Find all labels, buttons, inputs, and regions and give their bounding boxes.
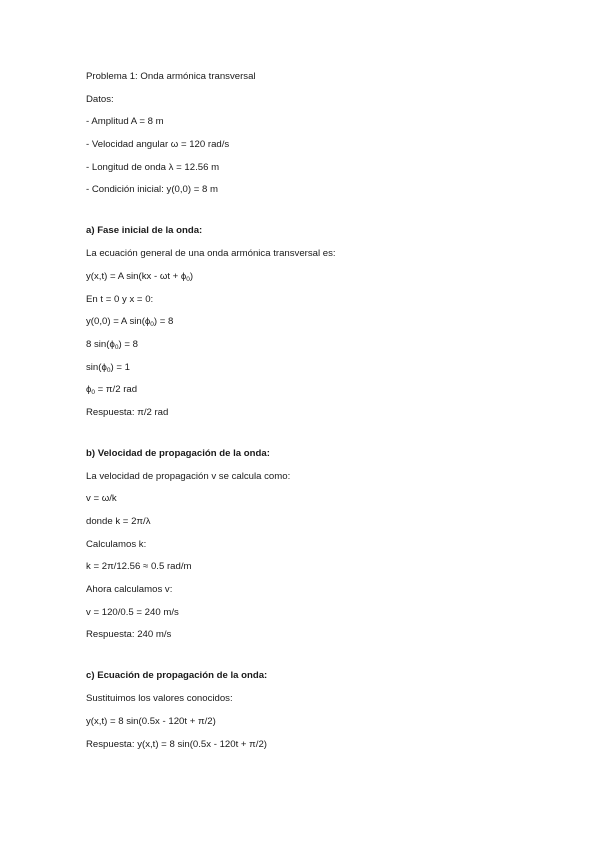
eq-text: = π/2 rad: [95, 384, 138, 396]
part-b-calc-v-label: Ahora calculamos v:: [86, 584, 173, 596]
initial-condition-item: - Condición inicial: y(0,0) = 8 m: [86, 184, 218, 196]
part-b-calc-k-label: Calculamos k:: [86, 538, 147, 550]
phase-subscript: 0: [91, 389, 95, 397]
eq-text: sin(ϕ: [86, 361, 107, 373]
part-a-step-1: [86, 316, 599, 327]
eq-text: ) = 8: [118, 338, 138, 350]
amplitude-item: - Amplitud A = 8 m: [86, 116, 164, 128]
part-a-intro: La ecuación general de una onda armónica transversal es:: [86, 248, 336, 260]
datos-label: Datos:: [86, 93, 114, 105]
part-a-heading: a) Fase inicial de la onda:: [86, 225, 203, 237]
angular-velocity-item: - Velocidad angular ω = 120 rad/s: [86, 139, 230, 151]
eq-text: ϕ: [86, 384, 92, 396]
eq-text: y(x,t) = A sin(kx - ωt + ϕ: [86, 270, 187, 282]
phase-subscript: 0: [106, 366, 111, 374]
part-c-equation: y(x,t) = 8 sin(0.5x - 120t + π/2): [86, 715, 216, 727]
part-b-calc-k: k = 2π/12.56 ≈ 0.5 rad/m: [86, 561, 192, 573]
problem-title: Problema 1: Onda armónica transversal: [86, 71, 256, 82]
part-a-step-2: [86, 339, 599, 350]
phase-subscript: 0: [114, 343, 119, 351]
eq-text: ) = 8: [153, 316, 174, 328]
part-b-formula-k: donde k = 2π/λ: [86, 516, 151, 527]
part-a-step-3: [86, 362, 599, 373]
eq-text: y(0,0) = A sin(ϕ: [86, 316, 151, 328]
part-c-answer: Respuesta: y(x,t) = 8 sin(0.5x - 120t + π/2): [86, 738, 267, 750]
part-c-intro: Sustituimos los valores conocidos:: [86, 693, 233, 705]
part-a-general-equation: [86, 271, 599, 282]
part-c-heading: c) Ecuación de propagación de la onda:: [86, 670, 268, 682]
wavelength-item: - Longitud de onda λ = 12.56 m: [86, 161, 220, 173]
eq-text: ): [189, 270, 194, 282]
part-b-heading: b) Velocidad de propagación de la onda:: [86, 447, 270, 459]
phase-subscript: 0: [186, 275, 190, 283]
part-a-answer: Respuesta: π/2 rad: [86, 406, 169, 418]
eq-text: 8 sin(ϕ: [86, 338, 115, 350]
part-a-step-4: [86, 384, 599, 395]
phase-subscript: 0: [150, 321, 154, 329]
part-b-intro: La velocidad de propagación v se calcula como:: [86, 470, 291, 482]
part-b-calc-v: v = 120/0.5 = 240 m/s: [86, 606, 179, 618]
part-a-condition: En t = 0 y x = 0:: [86, 293, 154, 305]
part-b-formula-v: v = ω/k: [86, 493, 117, 505]
part-b-answer: Respuesta: 240 m/s: [86, 629, 172, 641]
eq-text: ) = 1: [110, 361, 130, 373]
